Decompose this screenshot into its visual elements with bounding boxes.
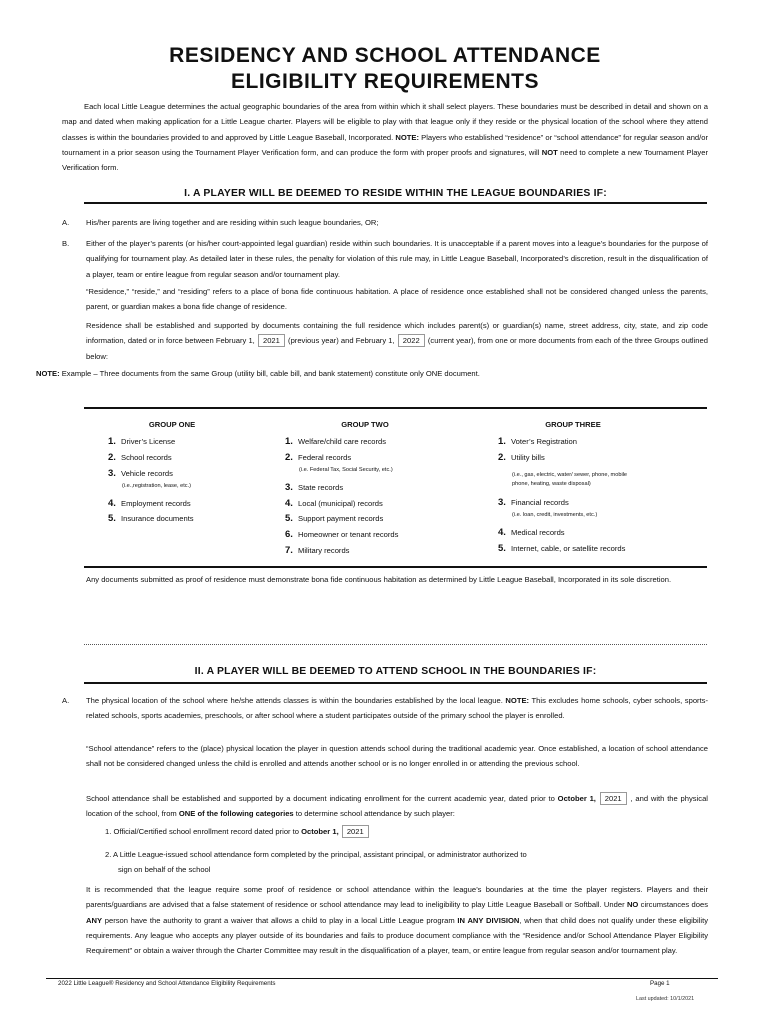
- attendance-option-2-line-1: 2. A Little League-issued school attendance form completed by the principal, assistant principal, or administrator authorized to: [105, 850, 527, 859]
- group-three-item-3-note: (i.e. loan, credit, investments, etc.): [512, 512, 598, 518]
- group-two-item: 7. Military records: [285, 545, 350, 556]
- section-1-note-label: NOTE:: [36, 369, 60, 378]
- section-1-a-label: A.: [62, 218, 70, 227]
- previous-year-field: 2021: [258, 334, 285, 347]
- documents-text-1: Residence shall be established and supported by documents containing the full residence which includes parent(s) or guardian(s) name, street address, city, state, and zip code information, dated or in force between February 1,: [86, 321, 708, 346]
- group-one-item: 2. School records: [108, 452, 172, 463]
- group-one-item: 5. Insurance documents: [108, 513, 194, 524]
- section-1-note-text: Example – Three documents from the same Group (utility bill, cable bill, and bank statement) constitute only ONE document.: [59, 369, 480, 378]
- group-one-item-3-note: (i.e.,registration, lease, etc.): [122, 483, 192, 489]
- section-2-rule: [84, 682, 707, 684]
- group-one-heading: GROUP ONE: [148, 420, 196, 429]
- documents-text-3: (current year), from one or more documents from each of the three Groups outlined below:: [86, 336, 708, 361]
- documents-text-2: (previous year) and February 1,: [288, 336, 395, 346]
- document-title-line-1: RESIDENCY AND SCHOOL ATTENDANCE: [169, 44, 601, 67]
- group-one-item: 4. Employment records: [108, 498, 191, 509]
- intro-note-label: NOTE:: [395, 132, 420, 142]
- group-two-item: 6. Homeowner or tenant records: [285, 529, 399, 540]
- residence-documents-paragraph: [86, 318, 708, 364]
- groups-bottom-rule: [84, 566, 707, 568]
- current-year-field: 2022: [398, 334, 425, 347]
- school-attendance-definition: “School attendance” refers to the (place) physical location the player in question attends school during the traditional academic year. Once established, a location of school attendance shall not be considered changed unless the child is enrolled and attends another school or is no longer enrolled in or attending the previous school.: [86, 744, 708, 769]
- section-1-heading: I. A PLAYER WILL BE DEEMED TO RESIDE WITHIN THE LEAGUE BOUNDARIES IF:: [184, 188, 607, 199]
- option-1-year-field: 2021: [342, 825, 369, 838]
- group-three-heading: GROUP THREE: [545, 420, 601, 429]
- group-one-item: 3. Vehicle records: [108, 468, 173, 479]
- footer-page-number: Page 1: [650, 980, 670, 987]
- section-2-a-label: A.: [62, 696, 70, 705]
- bona-fide-paragraph: Any documents submitted as proof of residence must demonstrate bona fide continuous habitation as determined by Little League Baseball, Incorporated in its sole discretion.: [86, 575, 672, 584]
- group-three-item-2-note-line-2: phone, heating, waste disposal): [512, 481, 591, 487]
- section-1-b-text: Either of the player’s parents (or his/her court-appointed legal guardian) reside within such boundaries. It is unacceptable if a parent moves into a league’s boundaries for the purpose of qualifying for tournament play. As detailed later in these rules, the penalty for violation of this rule may, in Little League Baseball, Incorporated’s discretion, result in the disqualification of a player, team or entire league from regular season and/or tournament play.: [86, 239, 708, 279]
- group-two-heading: GROUP TWO: [341, 420, 389, 429]
- groups-top-rule: [84, 407, 707, 409]
- recommendation-paragraph: It is recommended that the league require some proof of residence or school attendance within the league’s boundaries at the time the player registers. Players and their parents/guardians are advised that a false statement of residence or school attendance may lead to ineligibility to play Little League Baseball or Softball. Under NO circumstances does ANY person have the authority to grant a waiver that allows a child to play in a local Little League program IN ANY DIVISION, when that child does not qualify under these eligibility requirements. Any league who accepts any player outside of its boundaries and fails to produce document compliance with the “Residence and/or School Attendance Player Eligibility Requirement” or obtain a waiver through the Charter Committee may result in the disqualification of a player, team, or entire league from regular season and/or tournament play.: [86, 885, 708, 956]
- intro-note-text: Players who established “residence” or “school attendance” for regular season and/or tournament in a prior season using the Tournament Player Verification form, and can produce the form with proper proofs and signatures, will: [62, 132, 708, 157]
- group-three-item: 2. Utility bills: [498, 452, 545, 463]
- school-attendance-establishment: School attendance shall be established and supported by a document indicating enrollment for the current academic year, dated prior to October 1, 2021 , and with the physical location of the school, from ONE of the following categories to determine school attendance by such player:: [86, 794, 708, 819]
- section-1-b-label: B.: [62, 239, 70, 248]
- section-2-heading: II. A PLAYER WILL BE DEEMED TO ATTEND SCHOOL IN THE BOUNDARIES IF:: [194, 666, 597, 677]
- footer-last-updated: Last updated: 10/1/2021: [636, 996, 695, 1002]
- group-three-item: 1. Voter’s Registration: [498, 436, 577, 447]
- document-title-line-2: ELIGIBILITY REQUIREMENTS: [231, 70, 539, 93]
- group-two-item: 5. Support payment records: [285, 513, 384, 524]
- section-1-a-text: His/her parents are living together and are residing within such league boundaries, OR;: [86, 218, 379, 227]
- group-two-item: 1. Welfare/child care records: [285, 436, 387, 447]
- section-1-note: [36, 366, 708, 381]
- intro-note-not: NOT: [541, 147, 558, 157]
- residence-definition: “Residence,” “reside,” and “residing” refers to a place of bona fide continuous habitation. A place of residence once established shall not be considered changed unless the parents, parent, or guardian makes a bona fide change of residence.: [86, 287, 708, 312]
- group-two-item: 3. State records: [285, 482, 344, 493]
- attendance-option-2-line-2: sign on behalf of the school: [118, 865, 211, 874]
- group-two-item: 4. Local (municipal) records: [285, 498, 383, 509]
- footer-rule: [46, 978, 718, 979]
- intro-paragraph: [62, 99, 708, 175]
- group-two-item-2-note: (i.e. Federal Tax, Social Security, etc.): [299, 467, 393, 473]
- section-1-rule: [84, 202, 707, 204]
- attendance-year-field: 2021: [600, 792, 627, 805]
- group-three-item: 4. Medical records: [498, 527, 565, 538]
- attendance-option-1: 1. Official/Certified school enrollment record dated prior to October 1, 2021: [105, 824, 705, 839]
- footer-document-title: 2022 Little League® Residency and School Attendance Eligibility Requirements: [58, 980, 276, 987]
- group-two-item: 2. Federal records: [285, 452, 352, 463]
- intro-note-end: need to complete a new Tournament Player Verification form.: [62, 147, 708, 173]
- dotted-divider: [84, 644, 707, 645]
- section-2-a-paragraph: The physical location of the school where he/she attends classes is within the boundaries established by the local league. NOTE: This excludes home schools, cyber schools, sports-related schools, sports academies, preschools, or after school where a student participates outside of the primary school the player is enrolled.: [86, 696, 709, 721]
- intro-text: Each local Little League determines the actual geographic boundaries of the area from within which it shall select players. These boundaries must be described in detail and shown on a map and dated when making application for a Little League charter. Players will be eligible to play with that league only if they reside or the physical location of the school where they attend classes is within the boundaries provided to and approved by Little League Baseball, Incorporated.: [62, 102, 708, 142]
- group-three-item: 3. Financial records: [498, 497, 569, 508]
- group-three-item-2-note-line-1: (i.e., gas, electric, water/ sewer, phone, mobile: [512, 472, 628, 478]
- group-one-item: 1. Driver’s License: [108, 436, 176, 447]
- group-three-item: 5. Internet, cable, or satellite records: [498, 543, 626, 554]
